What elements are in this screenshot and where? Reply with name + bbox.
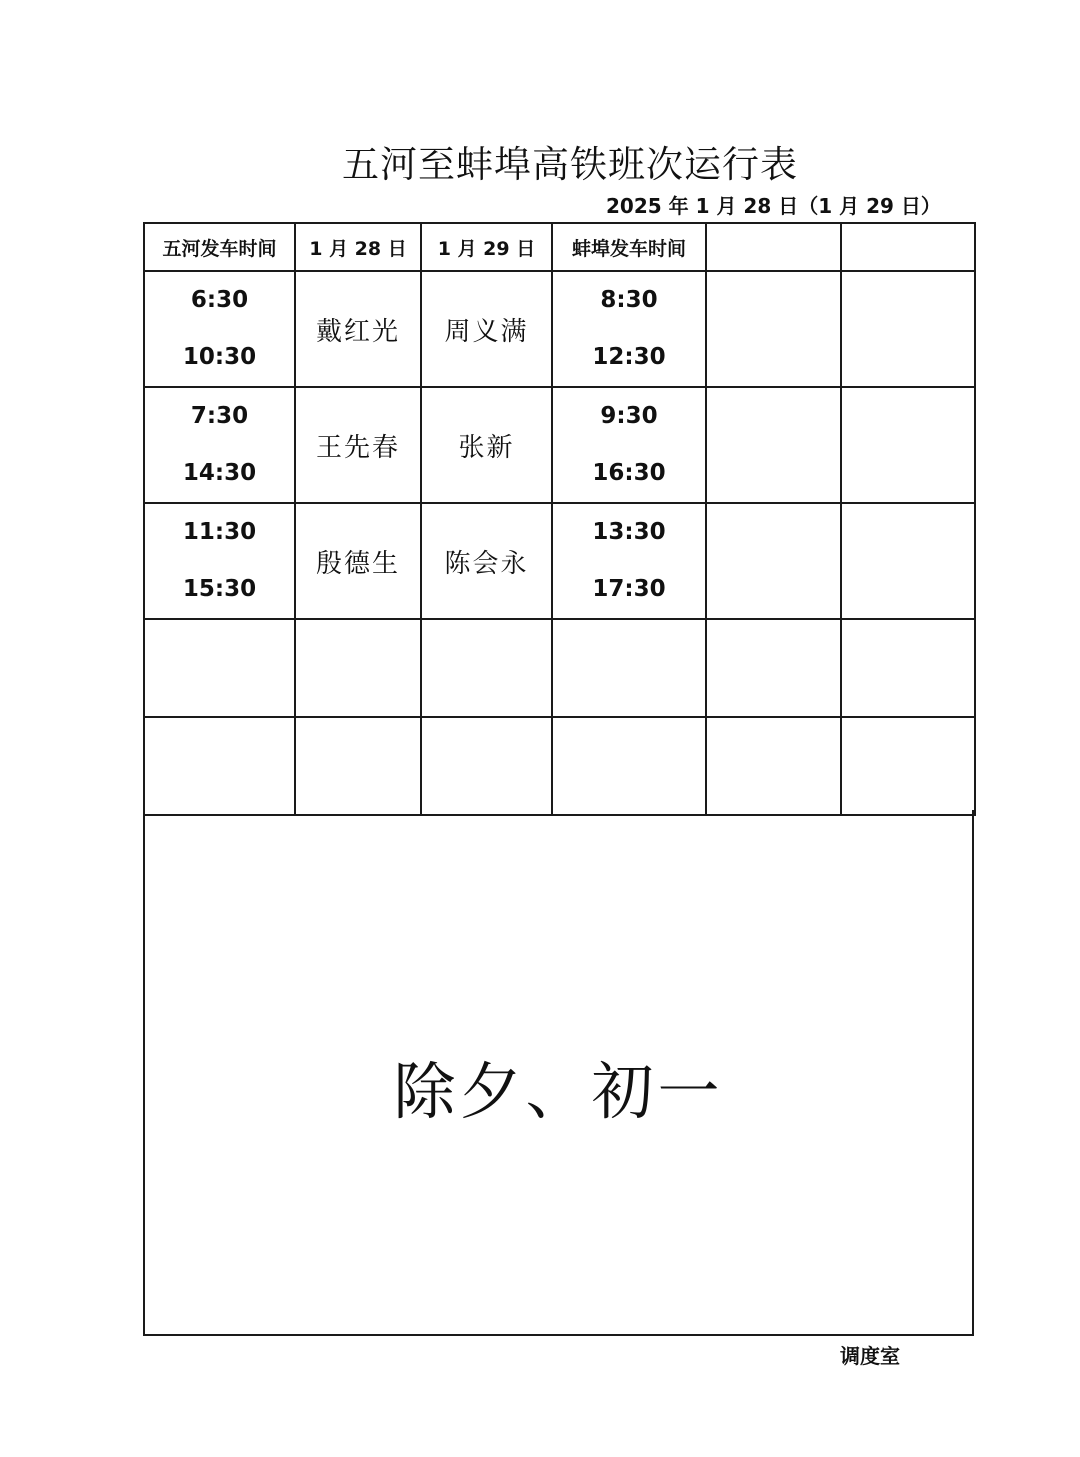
header-jan28: 1 月 28 日 xyxy=(295,223,421,271)
blank-cell xyxy=(706,503,841,619)
holiday-note: 除夕、初一 xyxy=(393,1055,724,1128)
header-blank-1 xyxy=(706,223,841,271)
blank-cell xyxy=(706,717,841,815)
blank-cell xyxy=(841,717,975,815)
schedule-table xyxy=(143,222,976,816)
schedule-date: 2025 年 1 月 28 日（1 月 29 日） xyxy=(606,194,941,218)
departure-time: 7:30 xyxy=(190,403,249,429)
jan28-driver: 戴红光 xyxy=(295,271,421,387)
blank-cell xyxy=(841,271,975,387)
blank-cell xyxy=(421,619,552,717)
departure-time: 16:30 xyxy=(592,460,666,486)
table-row xyxy=(144,271,975,387)
departure-time: 17:30 xyxy=(592,576,666,602)
departure-time: 9:30 xyxy=(600,403,658,429)
header-jan29: 1 月 29 日 xyxy=(421,223,552,271)
blank-cell xyxy=(841,387,975,503)
departure-time: 15:30 xyxy=(182,576,257,602)
departure-time: 10:30 xyxy=(182,344,257,370)
blank-cell xyxy=(421,717,552,815)
wuhe-times-cell xyxy=(144,503,295,619)
blank-cell xyxy=(841,503,975,619)
header-wuhe-departure: 五河发车时间 xyxy=(144,223,295,271)
bengbu-times-cell xyxy=(552,387,706,503)
departure-time: 13:30 xyxy=(592,519,666,545)
departure-time: 6:30 xyxy=(190,287,249,313)
empty-row xyxy=(144,717,975,815)
issuer-label: 调度室 xyxy=(840,1344,900,1368)
departure-time: 11:30 xyxy=(182,519,257,545)
departure-time: 12:30 xyxy=(592,344,666,370)
blank-cell xyxy=(552,717,706,815)
wuhe-times-cell xyxy=(144,271,295,387)
blank-cell xyxy=(841,619,975,717)
blank-cell xyxy=(706,271,841,387)
bengbu-times-cell xyxy=(552,503,706,619)
departure-time: 8:30 xyxy=(600,287,658,313)
jan29-driver: 周义满 xyxy=(421,271,552,387)
blank-cell xyxy=(144,619,295,717)
table-row xyxy=(144,387,975,503)
blank-cell xyxy=(552,619,706,717)
blank-cell xyxy=(706,387,841,503)
note-box xyxy=(143,810,974,1336)
jan28-driver: 殷德生 xyxy=(295,503,421,619)
bengbu-times-cell xyxy=(552,271,706,387)
table-row xyxy=(144,503,975,619)
departure-time: 14:30 xyxy=(182,460,257,486)
blank-cell xyxy=(295,619,421,717)
jan29-driver: 陈会永 xyxy=(421,503,552,619)
header-bengbu-departure: 蚌埠发车时间 xyxy=(552,223,706,271)
blank-cell xyxy=(706,619,841,717)
header-row xyxy=(144,223,975,271)
jan29-driver: 张新 xyxy=(421,387,552,503)
header-blank-2 xyxy=(841,223,975,271)
wuhe-times-cell xyxy=(144,387,295,503)
empty-row xyxy=(144,619,975,717)
blank-cell xyxy=(144,717,295,815)
blank-cell xyxy=(295,717,421,815)
jan28-driver: 王先春 xyxy=(295,387,421,503)
schedule-title: 五河至蚌埠高铁班次运行表 xyxy=(342,143,798,186)
